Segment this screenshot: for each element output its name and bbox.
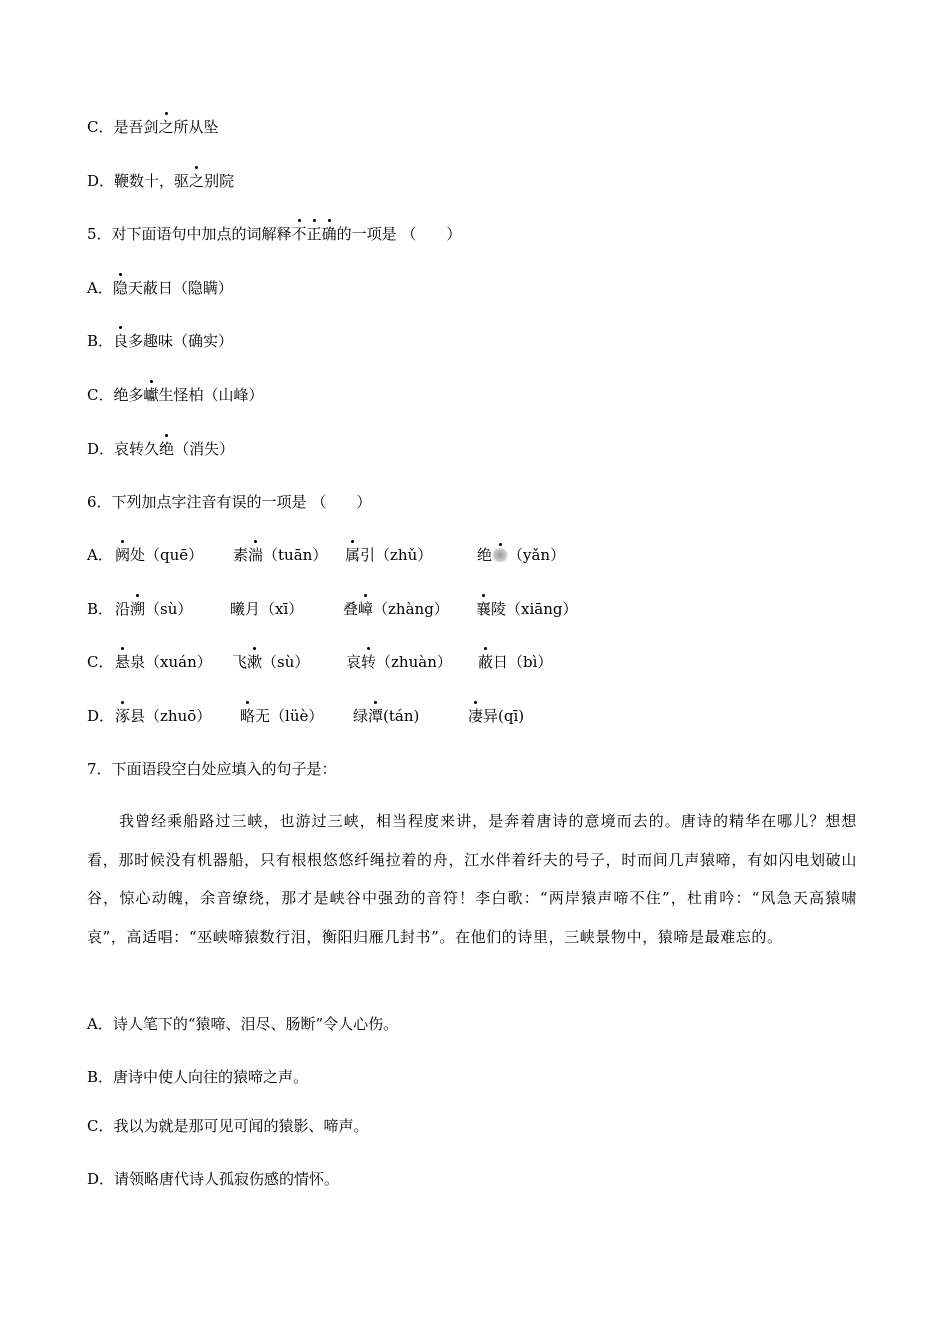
q7-option-b: B．唐诗中使人向往的猿啼之声。: [87, 1068, 309, 1086]
pinyin-item: 绿潭(tán): [353, 707, 420, 725]
pinyin-item: 绝 （yǎn）: [477, 546, 566, 564]
pinyin-item: 蔽日（bì）: [478, 653, 553, 671]
pinyin-item: 哀转（zhuàn）: [346, 653, 452, 671]
option-label: D．: [87, 1170, 115, 1188]
pinyin-item: 略无（lüè）: [240, 707, 324, 725]
pinyin-item: 叠嶂（zhàng）: [343, 600, 449, 618]
q6-option-d: [87, 706, 887, 726]
pinyin-item: 属引（zhǔ）: [345, 546, 433, 564]
smudged-char: [492, 548, 508, 562]
pinyin-item: 沿溯（sù）: [115, 600, 193, 618]
dotted-char: 良: [113, 332, 129, 350]
dotted-char: 巘: [143, 386, 159, 404]
q6-option-c: [87, 652, 887, 672]
dotted-char: 确: [321, 225, 337, 243]
q7-option-c: C．我以为就是那可见可闻的猿影、啼声。: [87, 1117, 369, 1135]
q4-option-c: C．是吾剑之所从坠: [87, 118, 219, 136]
option-label: B．: [87, 332, 114, 350]
pinyin-item: 阙处（quē）: [115, 546, 204, 564]
dotted-char: 不: [291, 225, 307, 243]
pinyin-item: 涿县（zhuō）: [115, 707, 212, 725]
q7-stem: 7．下面语段空白处应填入的句子是：: [87, 760, 337, 778]
q5-stem: 5．对下面语句中加点的词解释不正确的一项是 （ ）: [87, 225, 462, 243]
option-label: C．: [87, 1117, 114, 1135]
pinyin-item: 凄异(qī): [468, 707, 525, 725]
pinyin-item: 飞漱（sù）: [232, 653, 310, 671]
dotted-char: 正: [306, 225, 322, 243]
q7-passage: 我曾经乘船路过三峡，也游过三峡，相当程度来讲，是奔着唐诗的意境而去的。唐诗的精华在哪儿？想想看，那时候没有机器船，只有根根悠悠纤绳拉着的舟，江水伴着纤夫的号子，时而间几声猿啼，有如闪电划破山谷，惊心动魄，余音缭绕，那才是峡谷中强劲的音符！李白歌：“两岸猿声啼不住”，杜甫吟：“风急天高猿啸哀”，高适唱：“巫峡啼猿数行泪，衡阳归雁几封书”。在他们的诗里，三峡景物中，猿啼是最难忘的。: [87, 812, 857, 946]
q7-option-a: A．诗人笔下的“猿啼、泪尽、肠断”令人心伤。: [87, 1015, 399, 1033]
q4-option-d: D．鞭数十，驱之别院: [87, 172, 235, 190]
option-label: A．: [87, 546, 113, 564]
dotted-char: 之: [158, 118, 174, 136]
dotted-char: 之: [189, 172, 205, 190]
pinyin-item: 素湍（tuān）: [233, 546, 328, 564]
q6-stem: 6．下列加点字注音有误的一项是 （ ）: [87, 493, 372, 511]
option-label: A．: [87, 279, 113, 297]
q5-option-b: B．良多趣味（确实）: [87, 332, 234, 350]
q7-option-d: D．请领略唐代诗人孤寂伤感的情怀。: [87, 1170, 340, 1188]
option-label: B．: [87, 600, 114, 618]
pinyin-item: 襄陵（xiāng）: [476, 600, 578, 618]
option-label: C．: [87, 118, 114, 136]
pinyin-item: 曦月（xī）: [230, 600, 304, 618]
dotted-char: 绝: [159, 440, 175, 458]
option-label: D．: [87, 707, 115, 725]
option-label: C．: [87, 386, 114, 404]
q6-option-a: [87, 545, 887, 565]
option-label: D．: [87, 172, 115, 190]
option-label: B．: [87, 1068, 114, 1086]
option-label: D．: [87, 440, 115, 458]
option-label: A．: [87, 1015, 113, 1033]
q5-option-d: D．哀转久绝（消失）: [87, 440, 235, 458]
pinyin-item: 悬泉（xuán）: [115, 653, 212, 671]
option-label: C．: [87, 653, 114, 671]
q5-option-c: C．绝多巘生怪柏（山峰）: [87, 386, 264, 404]
q6-option-b: [87, 599, 887, 619]
dotted-char: 隐: [112, 279, 128, 297]
q5-option-a: A．隐天蔽日（隐瞒）: [87, 279, 233, 297]
